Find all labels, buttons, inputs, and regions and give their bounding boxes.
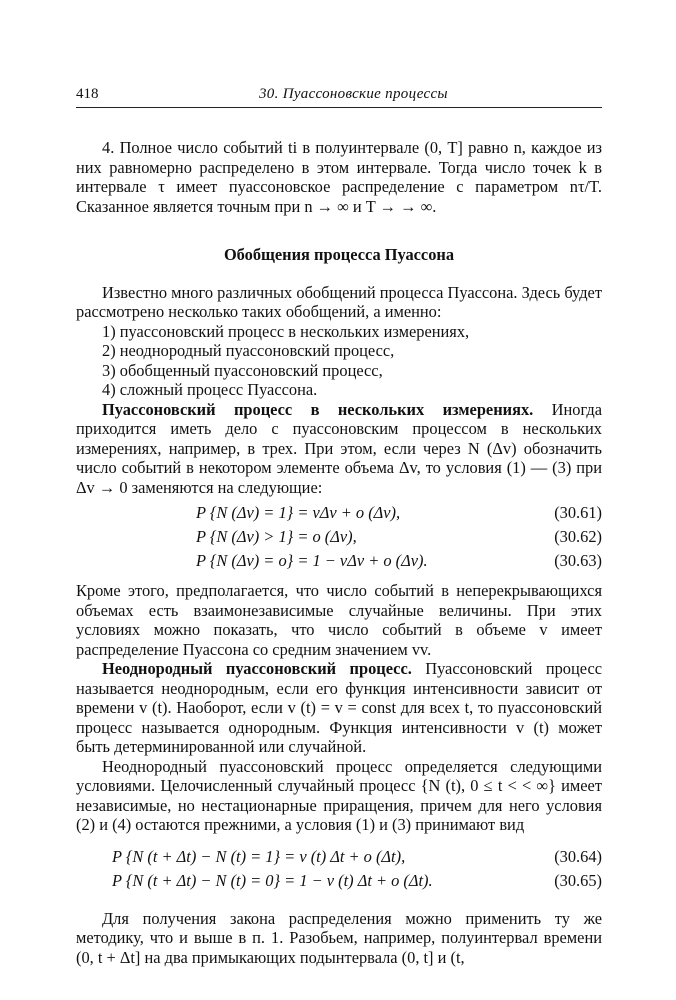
subsection-title-multidim: Пуассоновский процесс в нескольких измерениях. [102,399,534,419]
paragraph-nonhomogeneous-definition: Неоднородный пуассоновский процесс определяется следующими условиями. Целочисленный случайный процесс {N (t), 0 ≤ t < < ∞} имеет независимые, но нестационарные приращения, причем для него условия (2) и (4) остаются прежними, а условия (1) и (3) принимают вид [76,756,602,834]
equation-formula: P {N (Δv) > 1} = o (Δv), [196,527,357,546]
paragraph-intro: Известно много различных обобщений процесса Пуассона. Здесь будет рассмотрено несколько таких обобщений, а именно: [76,282,602,321]
equation-number: (30.63) [554,551,602,570]
subsection-title-nonhomogeneous: Неоднородный пуассоновский процесс. [102,659,412,678]
list-item: 4) сложный процесс Пуассона. [102,380,318,399]
running-title: 30. Пуассоновские процессы [259,86,448,102]
page-number: 418 [76,86,99,102]
equation-formula: P {N (t + Δt) − N (t) = 0} = 1 − v (t) Δt + o (Δt). [112,870,433,890]
list-item: 3) обобщенный пуассоновский процесс, [102,360,383,380]
paragraph-multidim [76,400,602,498]
paragraph-final: Для получения закона распределения можно применить ту же методику, что и выше в п. 1. Разобьем, например, полуинтервал времени (0, t + Δt] на два примыкающих подынтервала (0, t] и (t, [76,908,602,967]
equation-30-64 [76,845,602,869]
equation-30-65 [76,869,602,893]
paragraph-nonhomogeneous-text: Пуассоновский процесс называется неоднородным, если его функция интенсивности зависит от времени v (t). Наоборот, если v (t) = v = const для всех t, то пуассоновский процесс называется однородным. Функция интенсивности v (t) может быть детерминированной или случайной. [76,659,603,756]
equation-formula: P {N (t + Δt) − N (t) = 1} = v (t) Δt + o (Δt), [112,846,406,866]
header-rule [76,107,602,108]
equation-formula: P {N (Δv) = 1} = vΔv + o (Δv), [196,503,401,522]
list-item: 1) пуассоновский процесс в нескольких измерениях, [102,321,470,341]
equation-formula: P {N (Δv) = o} = 1 − vΔv + o (Δv). [196,551,428,570]
equation-number: (30.65) [554,870,602,890]
paragraph-item-4: 4. Полное число событий ti в полуинтервале (0, T] равно n, каждое из них равномерно распределено в этом интервале. Тогда число точек k в интервале τ имеет пуассоновское распределение с параметром nτ/T. Сказанное является точным при n → ∞ и T → → ∞. [76,138,602,216]
equation-number: (30.62) [554,527,602,546]
equation-number: (30.61) [554,503,602,522]
paragraph-nonhomogeneous [76,659,602,757]
paragraph-after-equations: Кроме этого, предполагается, что число событий в неперекрывающихся объемах есть взаимонезависимые случайные величины. При этих условиях можно показать, что число событий в объеме v имеет распределение Пуассона со средним значением vv. [76,581,602,659]
equation-30-63 [76,549,602,573]
paragraph-multidim-text: Иногда приходится иметь дело с пуассоновским процессом в нескольких измерениях, например, в трех. При этом, если через N (Δv) обозначить число событий в некотором элементе объема Δv, то условия (1) — (3) при Δv → 0 заменяются на следующие: [76,399,602,497]
section-heading: Обобщения процесса Пуассона [223,245,455,264]
equation-number: (30.64) [554,846,602,866]
spacer [76,216,602,235]
equation-30-61 [76,501,602,525]
page-header [76,86,602,108]
page-body [76,138,602,967]
list-item: 2) неоднородный пуассоновский процесс, [102,341,395,360]
equation-30-62 [76,525,602,549]
